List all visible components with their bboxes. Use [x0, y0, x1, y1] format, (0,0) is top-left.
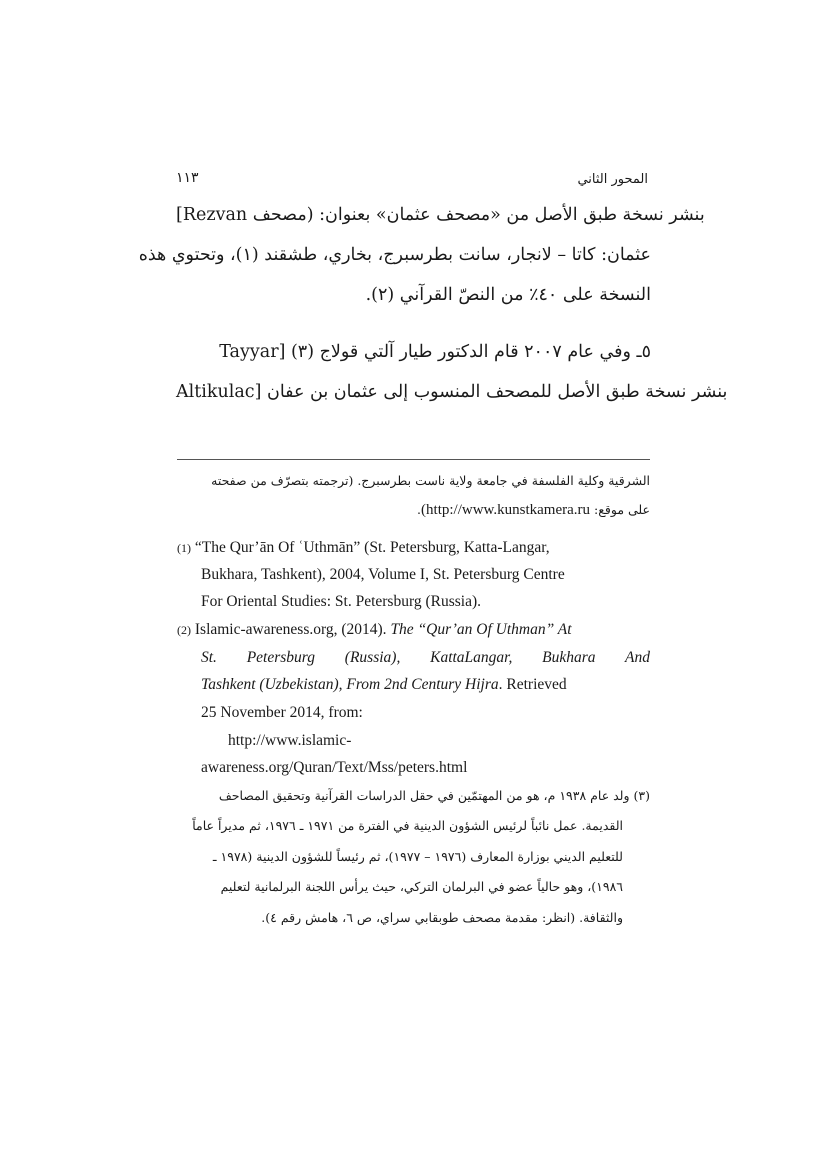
islamic-awareness-url-part-2[interactable]: awareness.org/Quran/Text/Mss/peters.html	[201, 759, 468, 776]
running-header-title: المحور الثاني	[577, 172, 648, 187]
footnote-3-line-5: والثقافة. (انظر: مقدمة مصحف طوبقابي سراي، ص ٦، هامش رقم ٤).	[261, 910, 623, 925]
footnote-1-line-1	[177, 540, 550, 556]
footnote-1-text-1: “The Qur’ān Of ʿUthmān” (St. Petersburg, Katta-Langar,	[194, 539, 550, 556]
islamic-awareness-url-part-1[interactable]: http://www.islamic-	[228, 732, 352, 749]
footnote-2-line-4: 25 November 2014, from:	[201, 704, 363, 721]
footnote-3-line-2: القديمة. عمل نائباً لرئيس الشؤون الدينية في الفترة من ١٩٧١ ـ ١٩٧٦، ثم مديراً عاماً	[192, 818, 623, 833]
kunstkamera-url[interactable]: (http://www.kunstkamera.ru	[421, 502, 591, 518]
footnote-continued-prefix: على موقع:	[594, 502, 650, 517]
footnote-2-line-1	[177, 622, 572, 638]
footnote-3-line-3: للتعليم الديني بوزارة المعارف (١٩٧٦ – ١٩٧٧)، ثم رئيساً للشؤون الدينية (١٩٧٨ ـ	[212, 849, 623, 864]
footnote-continued-line-2: على موقع: (http://www.kunstkamera.ru.	[417, 502, 650, 518]
footnote-2-italic-2: St. Petersburg (Russia), KattaLangar, Bukhara And	[201, 649, 650, 666]
body-line-1: [Rezvan بنشر نسخة طبق الأصل من «مصحف عثمان» بعنوان: (مصحف	[176, 205, 705, 225]
footnote-2-marker: (2)	[177, 623, 191, 637]
footnote-2-italic-1: The “Qur’an Of Uthman” At	[390, 621, 572, 638]
footnote-1-marker: (1)	[177, 541, 191, 555]
footnote-2-line-3	[201, 677, 567, 693]
footnote-2-plain-3: . Retrieved	[498, 676, 567, 693]
body-line-2: عثمان: كاتا – لانجار، سانت بطرسبرج، بخاري، طشقند (١)، وتحتوي هذه	[138, 245, 651, 265]
page-number: ١١٣	[176, 170, 199, 186]
footnote-continued-line-1: الشرقية وكلية الفلسفة في جامعة ولاية ناست بطرسبرج. (ترجمته بتصرّف من صفحته	[211, 473, 650, 488]
footnote-2-line-2	[201, 650, 650, 666]
footnote-2-plain-1: Islamic-awareness.org, (2014).	[194, 621, 387, 638]
footnote-1-line-3: For Oriental Studies: St. Petersburg (Russia).	[201, 593, 481, 610]
body-line-3: النسخة على ٤٠٪ من النصّ القرآني (٢).	[365, 285, 651, 305]
footnote-2-italic-3: Tashkent (Uzbekistan), From 2nd Century Hijra	[201, 676, 499, 693]
footnote-separator	[177, 459, 650, 460]
footnote-1-line-2: Bukhara, Tashkent), 2004, Volume I, St. Petersburg Centre	[201, 566, 565, 583]
body-line-5: Altikulac] بنشر نسخة طبق الأصل للمصحف المنسوب إلى عثمان بن عفان	[176, 382, 728, 402]
footnote-3-line-4: ١٩٨٦)، وهو حالياً عضو في البرلمان التركي، حيث يرأس اللجنة البرلمانية لتعليم	[220, 879, 623, 894]
footnote-3-line-1: (٣) ولد عام ١٩٣٨ م، هو من المهتمّين في حقل الدراسات القرآنية وتحقيق المصاحف	[218, 788, 650, 803]
body-line-4: ٥ـ وفي عام ٢٠٠٧ قام الدكتور طيار آلتي قولاج (٣) [Tayyar	[219, 342, 651, 362]
